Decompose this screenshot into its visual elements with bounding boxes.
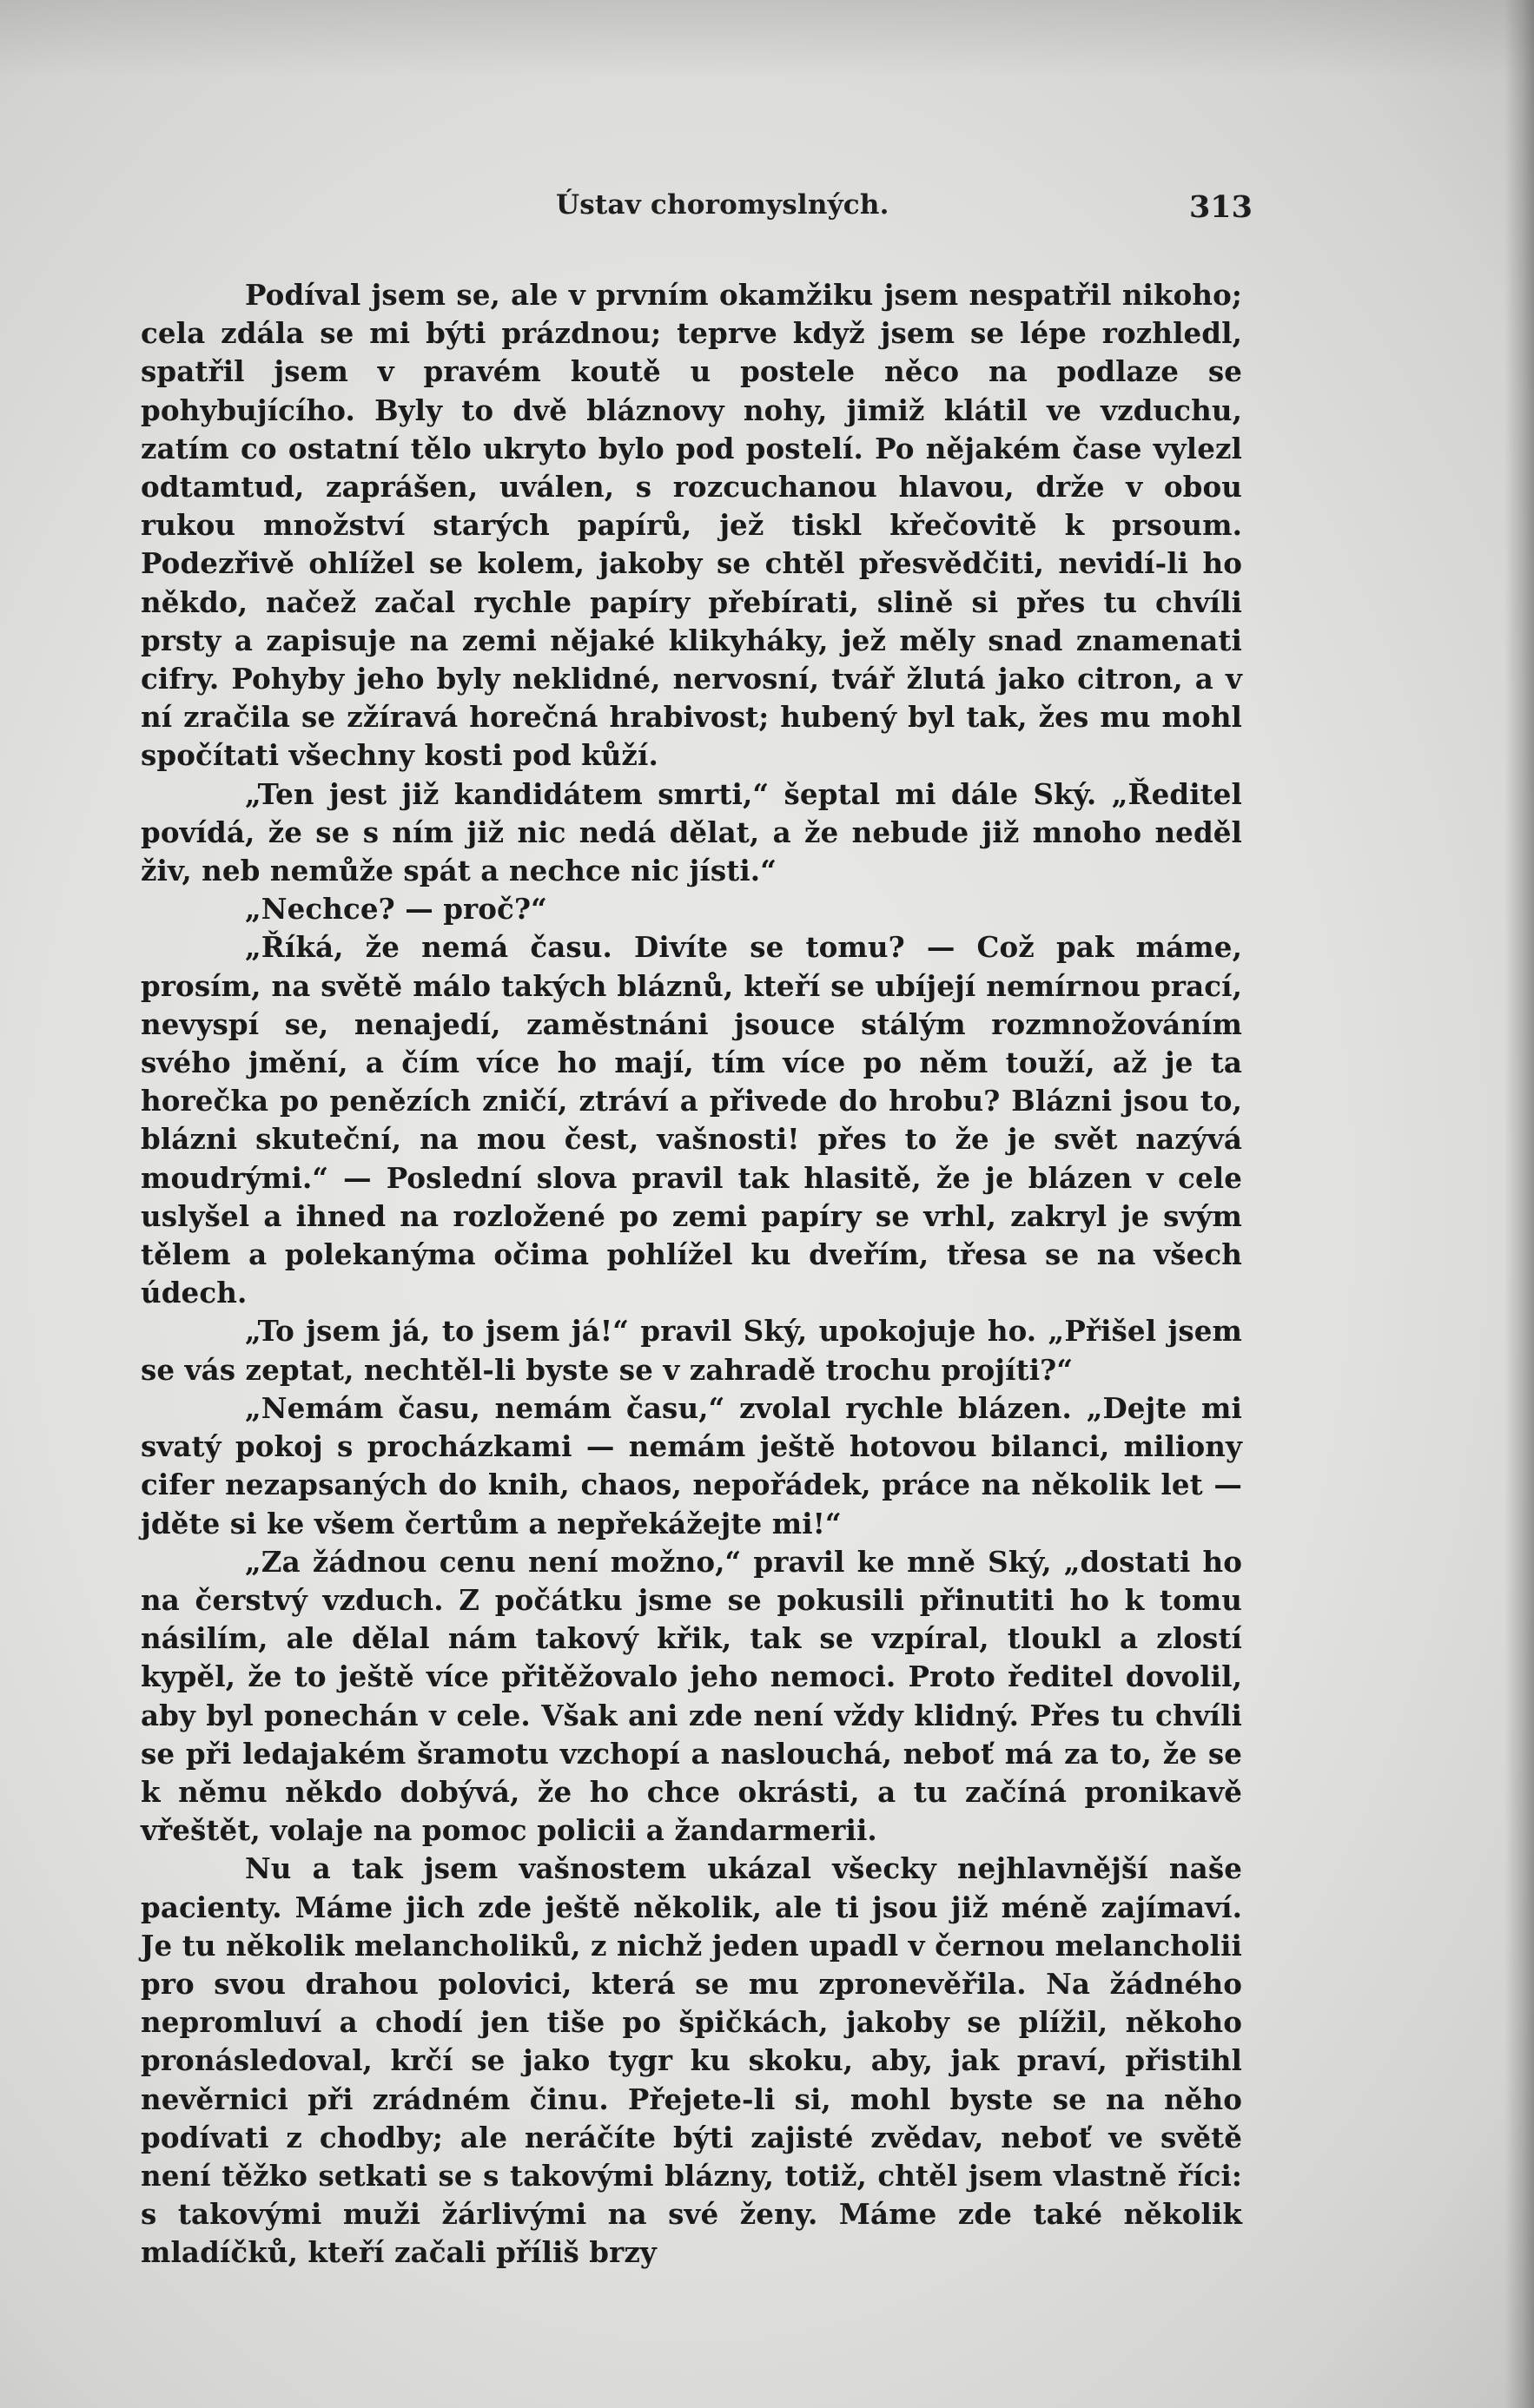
top-scan-shadow (0, 0, 1534, 78)
binding-edge-shadow (1504, 0, 1534, 2408)
paragraph: Nu a tak jsem vašnostem ukázal všecky nejhlavnější naše pacienty. Máme jich zde ještě několik, ale ti jsou již méně zajímaví. Je tu několik melancholiků, z nichž jeden upadl v černou melancholii pro svou drahou polovici, která se mu zpronevěřila. Na žádného nepromluví a chodí jen tiše po špičkách, jakoby se plížil, někoho pronásledoval, krčí se jako tygr ku skoku, aby, jak praví, přistihl nevěrnici při zrádném činu. Přejete-li si, mohl byste se na něho podívati z chodby; ale neráčíte býti zajisté zvědav, neboť ve světě není těžko setkati se s takovými blázny, totiž, chtěl jsem vlastně říci: s takovými muži žárlivými na své ženy. Máme zde také několik mladíčků, kteří začali příliš brzy (141, 1851, 1242, 2270)
paragraph: „Nechce? — proč?“ (245, 892, 547, 927)
paragraph: „Říká, že nemá času. Divíte se tomu? — Což pak máme, prosím, na světě málo takých bláznů, kteří se ubíjejí nemírnou prací, nevyspí se, nenajedí, zaměstnáni jsouce stálým rozmnožováním svého jmění, a čím více ho mají, tím více po něm touží, až je ta horečka po penězích zničí, ztráví a přivede do hrobu? Blázni jsou to, blázni skuteční, na mou čest, vašnosti! přes to že je svět nazývá moudrými.“ — Poslední slova pravil tak hlasitě, že je blázen v cele uslyšel a ihned na rozložené po zemi papíry se vrhl, zakryl je svým tělem a polekanýma očima pohlížel ku dveřím, třesa se na všech údech. (141, 930, 1242, 1310)
paragraph: „Nemám času, nemám času,“ zvolal rychle blázen. „Dejte mi svatý pokoj s procházkami — nemám ještě hotovou bilanci, miliony cifer nezapsaných do knih, chaos, nepořádek, práce na několik let — jděte si ke všem čertům a nepřekážejte mi!“ (141, 1390, 1242, 1540)
paragraph: „Za žádnou cenu není možno,“ pravil ke mně Ský, „dostati ho na čerstvý vzduch. Z počátku jsme se pokusili přinutiti ho k tomu násilím, ale dělal nám takový křik, tak se vzpíral, tloukl a zlostí kypěl, že to ještě více přitěžovalo jeho nemoci. Proto ředitel dovolil, aby byl ponechán v cele. Však ani zde není vždy klidný. Přes tu chvíli se při ledajakém šramotu vzchopí a naslouchá, neboť má za to, že se k němu někdo dobývá, že ho chce okrásti, a tu začíná pronikavě vřeštět, volaje na pomoc policii a žandarmerii. (141, 1544, 1242, 1848)
page-header (141, 189, 1253, 233)
body-text (141, 276, 1242, 2273)
paragraph: „To jsem já, to jsem já!“ pravil Ský, upokojuje ho. „Přišel jsem se vás zeptat, nechtěl-li byste se v zahradě trochu projíti?“ (141, 1314, 1242, 1387)
page-number: 313 (1188, 189, 1253, 225)
paragraph: „Ten jest již kandidátem smrti,“ šeptal mi dále Ský. „Ředitel povídá, že se s ním již nic nedá dělat, a že nebude již mnoho neděl živ, neb nemůže spát a nechce nic jísti.“ (141, 776, 1242, 888)
paragraph: Podíval jsem se, ale v prvním okamžiku jsem nespatřil nikoho; cela zdála se mi býti prázdnou; teprve když jsem se lépe rozhledl, spatřil jsem v pravém koutě u postele něco na podlaze se pohybujícího. Byly to dvě bláznovy nohy, jimiž klátil ve vzduchu, zatím co ostatní tělo ukryto bylo pod postelí. Po nějakém čase vylezl odtamtud, zaprášen, uválen, s rozcuchanou hlavou, drže v obou rukou množství starých papírů, jež tiskl křečovitě k prsoum. Podezřivě ohlížel se kolem, jakoby se chtěl přesvědčiti, nevidí-li ho někdo, načež začal rychle papíry přebírati, slině si přes tu chvíli prsty a zapisuje na zemi nějaké klikyháky, jež měly snad znamenati cifry. Pohyby jeho byly neklidné, nervosní, tvář žlutá jako citron, a v ní zračila se zžíravá horečná hrabivost; hubený byl tak, žes mu mohl spočítati všechny kosti pod kůží. (141, 278, 1242, 773)
running-title: Ústav choromyslných. (556, 189, 889, 221)
